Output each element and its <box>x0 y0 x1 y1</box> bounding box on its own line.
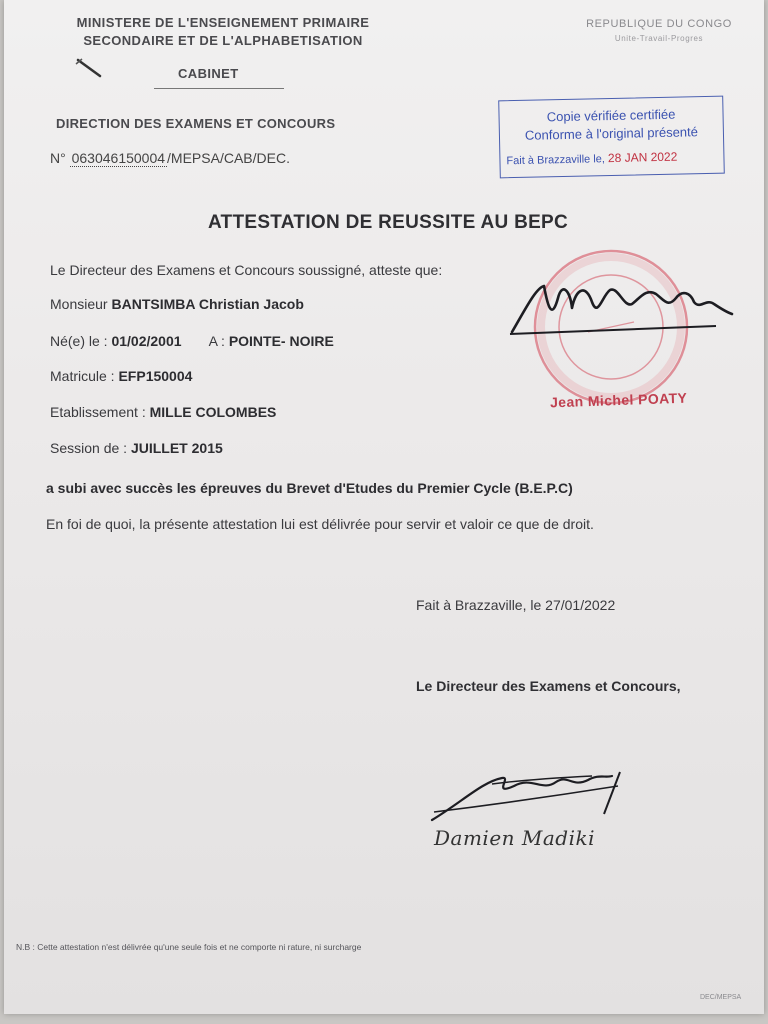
director-title: Le Directeur des Examens et Concours, <box>416 678 681 694</box>
republic-motto: Unite-Travail-Progres <box>614 34 704 43</box>
session-line <box>50 440 223 456</box>
direction-label: DIRECTION DES EXAMENS ET CONCOURS <box>56 116 336 131</box>
ministry-line-2: SECONDAIRE ET DE L'ALPHABETISATION <box>83 33 363 48</box>
cabinet-underline <box>154 88 284 89</box>
document-page <box>4 0 764 1014</box>
success-statement: a subi avec succès les épreuves du Brevet d'Etudes du Premier Cycle (B.E.P.C) <box>46 480 573 496</box>
matricule-line <box>50 368 192 384</box>
reference-number <box>50 150 290 167</box>
closing-statement: En foi de quoi, la présente attestation lui est délivrée pour servir et valoir ce que de droit. <box>46 516 594 532</box>
stamp-date-prefix: Fait à Brazzaville le, <box>506 153 606 168</box>
signature-poaty-icon <box>506 268 736 342</box>
birth-line <box>50 333 334 349</box>
cabinet-label: CABINET <box>178 66 239 81</box>
birth-place: POINTE- NOIRE <box>228 333 334 349</box>
reference-value: 063046150004 <box>71 150 166 166</box>
signature-madiki-icon <box>422 762 642 826</box>
birth-label: Né(e) le : <box>50 333 108 349</box>
name-line <box>50 296 304 312</box>
footnote: N.B : Cette attestation n'est délivrée qu'une seule fois et ne comporte ni rature, ni surcharge <box>16 942 362 952</box>
republic-header <box>564 18 754 43</box>
etablissement-value: MILLE COLOMBES <box>149 404 277 420</box>
reference-suffix: /MEPSA/CAB/DEC. <box>167 150 290 166</box>
session-label: Session de : <box>50 440 128 456</box>
stamp-line-2: Conforme à l'original présenté <box>524 124 699 143</box>
director-name: Damien Madiki <box>434 826 596 850</box>
stamp-line-1: Copie vérifiée certifiée <box>546 106 676 125</box>
certification-stamp <box>498 96 725 179</box>
reference-prefix: N° <box>50 150 66 166</box>
etablissement-line <box>50 404 276 420</box>
ministry-header <box>58 14 388 50</box>
place-and-date: Fait à Brazzaville, le 27/01/2022 <box>416 597 616 613</box>
birth-date: 01/02/2001 <box>111 333 182 349</box>
intro-line: Le Directeur des Examens et Concours soussigné, atteste que: <box>50 262 443 278</box>
footer-code: DEC/MEPSA <box>700 994 742 1001</box>
birth-place-label: A : <box>208 333 225 349</box>
stamp-line-3 <box>500 147 723 171</box>
name-value: BANTSIMBA Christian Jacob <box>111 296 304 312</box>
etablissement-label: Etablissement : <box>50 404 146 420</box>
session-value: JUILLET 2015 <box>130 440 223 456</box>
seal-signer-name: Jean Michel POATY <box>549 389 688 411</box>
pen-mark-icon <box>74 56 104 80</box>
document-title: ATTESTATION DE REUSSITE AU BEPC <box>207 212 569 233</box>
name-label: Monsieur <box>50 296 108 312</box>
stamp-date: 28 JAN 2022 <box>607 149 678 166</box>
matricule-value: EFP150004 <box>118 368 193 384</box>
matricule-label: Matricule : <box>50 368 115 384</box>
ministry-line-1: MINISTERE DE L'ENSEIGNEMENT PRIMAIRE <box>76 15 370 30</box>
republic-name: REPUBLIQUE DU CONGO <box>586 18 732 30</box>
